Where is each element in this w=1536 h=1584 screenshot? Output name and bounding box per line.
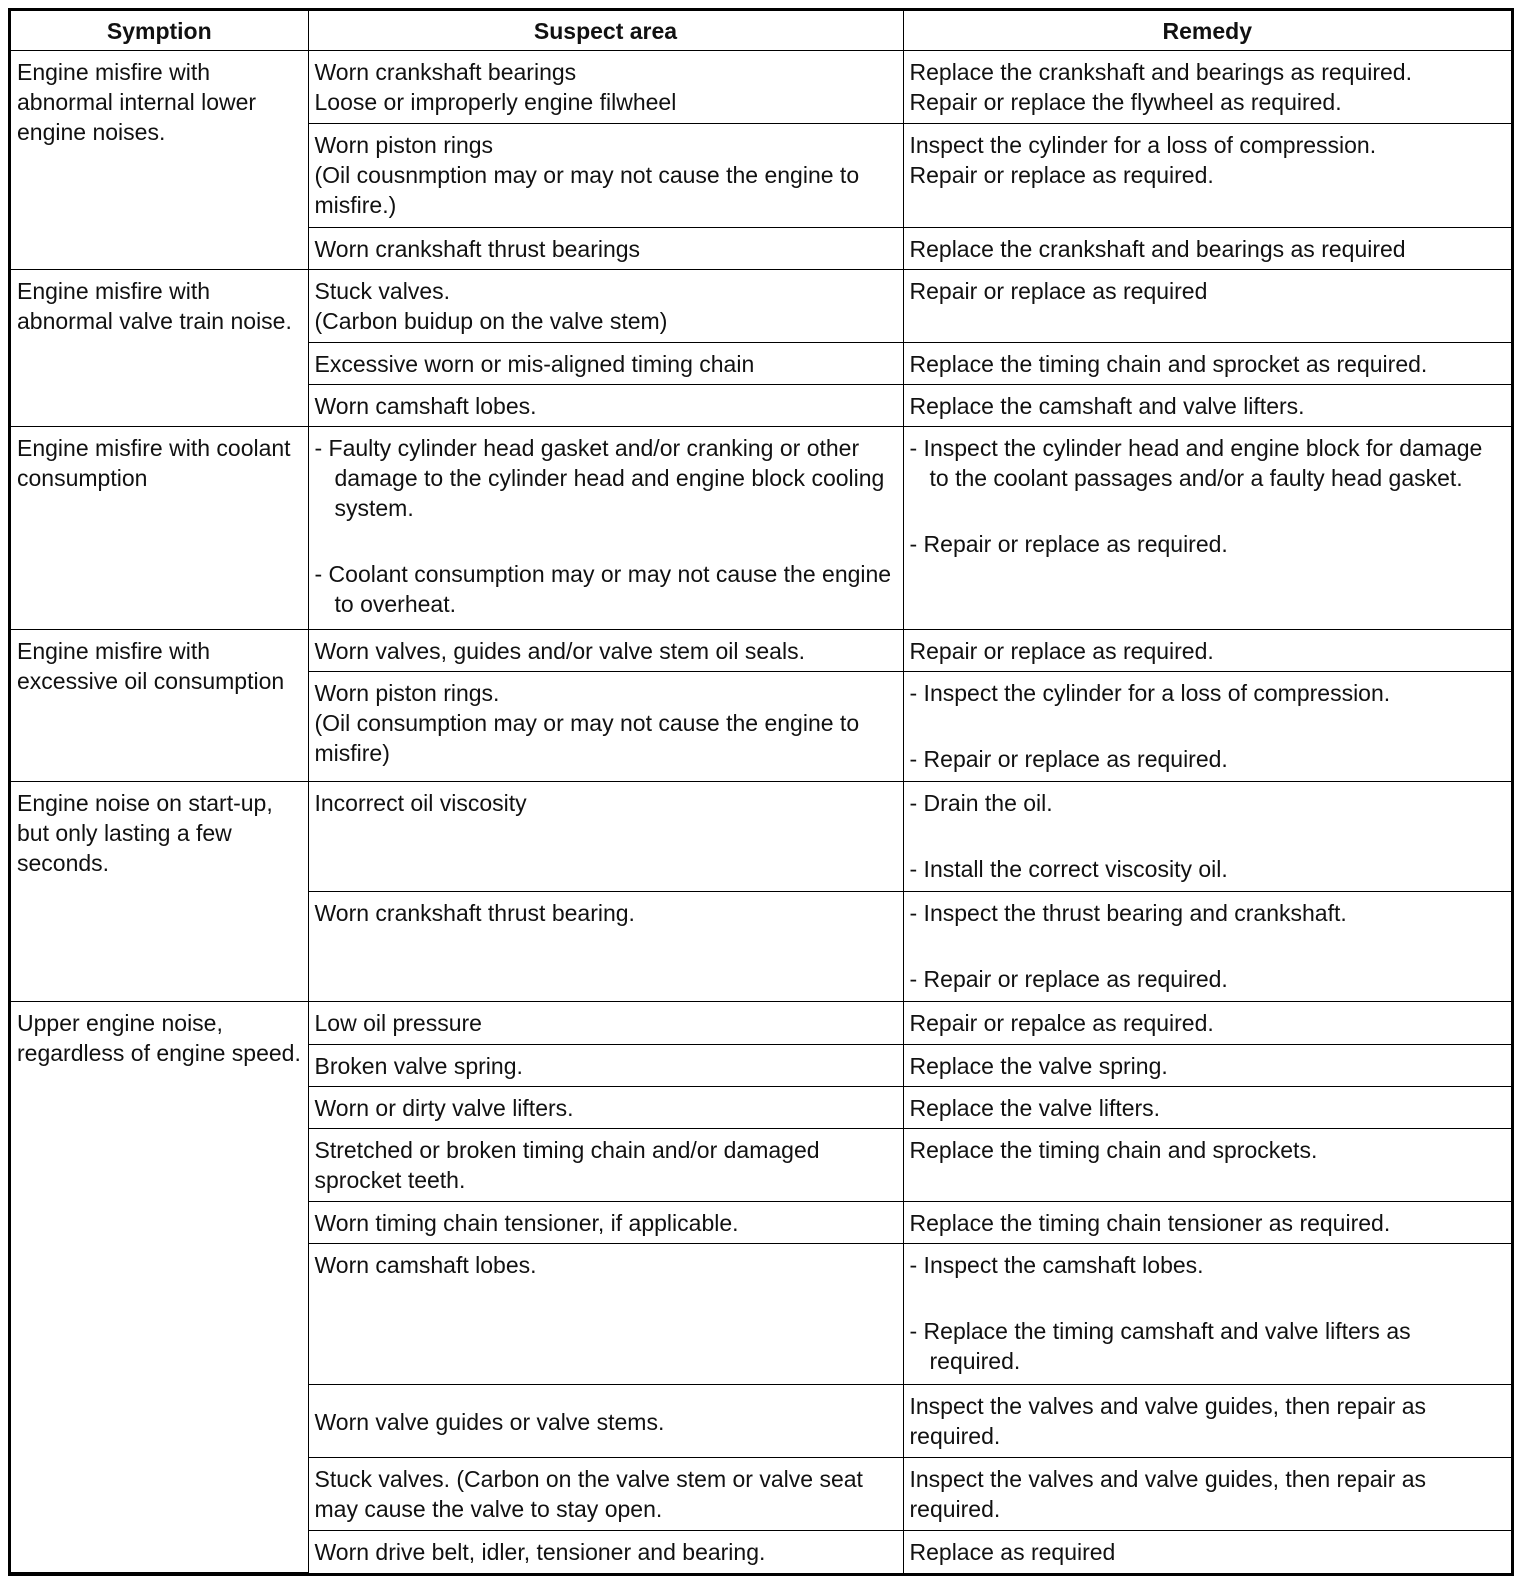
- remedy-cell: [903, 385, 1511, 427]
- bullet-item: - Inspect the camshaft lobes.: [909, 1252, 1204, 1279]
- text-line: Worn timing chain tensioner, if applicable.: [314, 1210, 739, 1237]
- text-line: Inspect the cylinder for a loss of compression.: [909, 132, 1377, 159]
- text-line: (Oil cousnmption may or may not cause the engine to misfire.): [314, 162, 860, 219]
- remedy-cell: [903, 343, 1511, 385]
- remedy-cell: [903, 270, 1511, 343]
- suspect-area-cell: [308, 1202, 903, 1244]
- suspect-area-cell: [308, 1531, 903, 1573]
- suspect-area-cell: [308, 892, 903, 1002]
- text-line: Incorrect oil viscosity: [314, 790, 527, 817]
- bullet-item: - Drain the oil.: [909, 790, 1053, 817]
- remedy-cell: [903, 227, 1511, 269]
- suspect-area-cell: [308, 1086, 903, 1128]
- suspect-area-cell: [308, 1244, 903, 1385]
- bullet-item: - Faulty cylinder head gasket and/or cranking or other damage to the cylinder head and engine block cooling system.: [314, 435, 885, 522]
- table-row: [11, 782, 1511, 892]
- table-body: [11, 51, 1511, 1573]
- remedy-cell: [903, 1531, 1511, 1573]
- symptom-cell: Engine misfire with abnormal internal lower engine noises.: [11, 51, 308, 270]
- suspect-area-cell: [308, 672, 903, 782]
- suspect-area-cell: [308, 1458, 903, 1531]
- bullet-item: - Repair or replace as required.: [909, 966, 1228, 993]
- text-line: Replace the crankshaft and bearings as required.: [909, 59, 1412, 85]
- text-line: Replace the crankshaft and bearings as required: [909, 235, 1406, 262]
- text-line: Broken valve spring.: [314, 1052, 523, 1079]
- text-line: Worn crankshaft bearings: [314, 59, 577, 85]
- text-line: Low oil pressure: [314, 1010, 482, 1037]
- suspect-area-cell: [308, 343, 903, 385]
- remedy-cell: [903, 51, 1511, 124]
- remedy-cell: [903, 1044, 1511, 1086]
- text-line: Worn camshaft lobes.: [314, 393, 537, 420]
- suspect-area-cell: [308, 1129, 903, 1202]
- text-line: Inspect the valves and valve guides, then repair as required.: [909, 1393, 1427, 1450]
- troubleshooting-table-frame: [8, 8, 1514, 1576]
- bullet-item: - Inspect the thrust bearing and crankshaft.: [909, 900, 1347, 927]
- suspect-area-cell: [308, 270, 903, 343]
- text-line: Worn drive belt, idler, tensioner and bearing.: [314, 1539, 766, 1566]
- bullet-item: - Repair or replace as required.: [909, 531, 1228, 558]
- suspect-area-cell: [308, 1002, 903, 1044]
- remedy-cell: [903, 427, 1511, 630]
- text-line: Worn camshaft lobes.: [314, 1252, 537, 1279]
- text-line: Repair or replace the flywheel as required.: [909, 89, 1342, 115]
- text-line: Loose or improperly engine filwheel: [314, 89, 677, 115]
- symptom-cell: Engine misfire with abnormal valve train noise.: [11, 270, 308, 427]
- remedy-cell: [903, 124, 1511, 228]
- table-row: [11, 427, 1511, 630]
- remedy-cell: [903, 1244, 1511, 1385]
- text-line: Replace the timing chain and sprockets.: [909, 1137, 1318, 1163]
- remedy-cell: [903, 630, 1511, 672]
- text-line: Excessive worn or mis-aligned timing chain: [314, 351, 755, 378]
- bullet-item: - Install the correct viscosity oil.: [909, 856, 1228, 883]
- text-line: (Oil consumption may or may not cause the engine to misfire): [314, 710, 860, 767]
- bullet-item: - Replace the timing camshaft and valve lifters as required.: [909, 1318, 1411, 1375]
- remedy-cell: [903, 782, 1511, 892]
- text-line: Replace the valve lifters.: [909, 1094, 1161, 1121]
- troubleshooting-table: [11, 11, 1511, 1573]
- table-row: [11, 630, 1511, 672]
- symptom-cell: Engine noise on start-up, but only lasting a few seconds.: [11, 782, 308, 1002]
- suspect-area-cell: [308, 227, 903, 269]
- text-line: Worn valves, guides and/or valve stem oil seals.: [314, 638, 805, 665]
- text-line: Inspect the valves and valve guides, then repair as required.: [909, 1466, 1427, 1523]
- remedy-cell: [903, 1002, 1511, 1044]
- text-line: Worn crankshaft thrust bearings: [314, 235, 641, 262]
- table-row: [11, 270, 1511, 343]
- text-line: Replace the timing chain tensioner as required.: [909, 1210, 1391, 1237]
- header-row: [11, 11, 1511, 51]
- text-line: Stretched or broken timing chain and/or damaged sprocket teeth.: [314, 1137, 820, 1193]
- bullet-item: - Inspect the cylinder head and engine block for damage to the coolant passages and/or a faulty head gasket.: [909, 435, 1483, 492]
- text-line: Replace the camshaft and valve lifters.: [909, 393, 1305, 420]
- symptom-cell: Engine misfire with coolant consumption: [11, 427, 308, 630]
- text-line: Stuck valves.: [314, 278, 450, 305]
- suspect-area-cell: [308, 630, 903, 672]
- suspect-area-cell: [308, 51, 903, 124]
- suspect-area-cell: [308, 1385, 903, 1458]
- text-line: Worn or dirty valve lifters.: [314, 1094, 574, 1121]
- suspect-area-cell: [308, 782, 903, 892]
- bullet-item: - Inspect the cylinder for a loss of compression.: [909, 680, 1391, 707]
- header-symptom: Symption: [11, 11, 308, 51]
- remedy-cell: [903, 1129, 1511, 1202]
- header-remedy: Remedy: [903, 11, 1511, 51]
- text-line: Replace the valve spring.: [909, 1052, 1168, 1079]
- text-line: Worn crankshaft thrust bearing.: [314, 900, 635, 927]
- text-line: Worn piston rings: [314, 132, 494, 159]
- remedy-cell: [903, 892, 1511, 1002]
- text-line: Replace the timing chain and sprocket as required.: [909, 351, 1428, 378]
- suspect-area-cell: [308, 124, 903, 228]
- text-line: Repair or replace as required.: [909, 638, 1214, 665]
- text-line: Stuck valves. (Carbon on the valve stem or valve seat may cause the valve to stay open.: [314, 1466, 863, 1523]
- table-row: [11, 1002, 1511, 1044]
- bullet-item: - Coolant consumption may or may not cause the engine to overheat.: [314, 561, 892, 618]
- text-line: Repair or replace as required: [909, 278, 1208, 305]
- text-line: Worn piston rings.: [314, 680, 500, 707]
- bullet-item: - Repair or replace as required.: [909, 746, 1228, 773]
- suspect-area-cell: [308, 427, 903, 630]
- text-line: Repair or replace as required.: [909, 162, 1214, 189]
- symptom-cell: Upper engine noise, regardless of engine speed.: [11, 1002, 308, 1573]
- text-line: Worn valve guides or valve stems.: [314, 1409, 665, 1436]
- suspect-area-cell: [308, 385, 903, 427]
- remedy-cell: [903, 1086, 1511, 1128]
- remedy-cell: [903, 1385, 1511, 1458]
- remedy-cell: [903, 1458, 1511, 1531]
- symptom-cell: Engine misfire with excessive oil consumption: [11, 630, 308, 782]
- text-line: (Carbon buidup on the valve stem): [314, 308, 668, 335]
- table-row: [11, 51, 1511, 124]
- suspect-area-cell: [308, 1044, 903, 1086]
- text-line: Replace as required: [909, 1539, 1116, 1566]
- remedy-cell: [903, 672, 1511, 782]
- header-suspect-area: Suspect area: [308, 11, 903, 51]
- text-line: Repair or repalce as required.: [909, 1010, 1214, 1037]
- remedy-cell: [903, 1202, 1511, 1244]
